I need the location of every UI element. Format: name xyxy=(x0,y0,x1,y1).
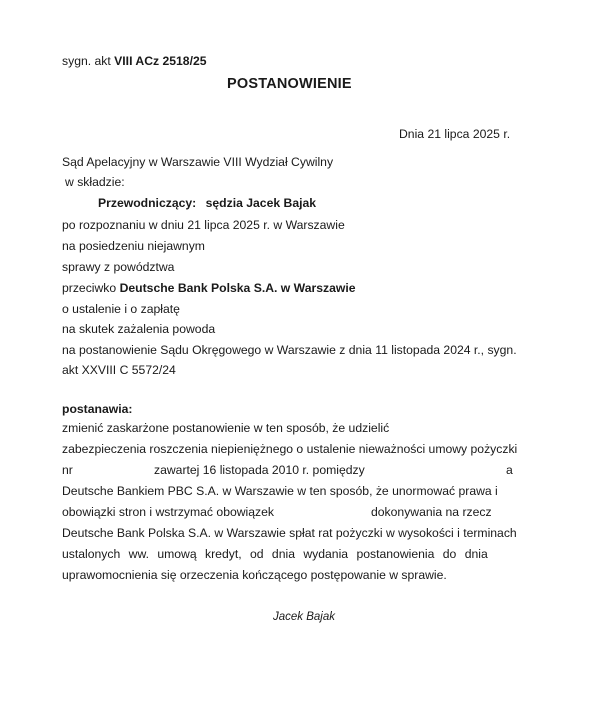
defendant-line xyxy=(62,281,356,296)
ruling-line-1: zmienić zaskarżone postanowienie w ten sposób, że udzielić xyxy=(62,421,390,435)
ruling-line-5-start: obowiązki stron i wstrzymać obowiązek xyxy=(62,505,275,519)
document-date: Dnia 21 lipca 2025 r. xyxy=(399,127,511,141)
presiding-label: Przewodniczący: xyxy=(98,196,197,210)
ruling-line-2: zabezpieczenia roszczenia niepieniężnego o ustalenie nieważności umowy pożyczki xyxy=(62,442,518,456)
ruling-line-4: Deutsche Bankiem PBC S.A. w Warszawie w ten sposób, że unormować prawa i xyxy=(62,484,498,498)
ruling-line-3-contract: zawartej 16 listopada 2010 r. pomiędzy xyxy=(154,463,365,477)
ruling-line-7: ustalonych ww. umową kredyt, od dnia wydania postanowienia do dnia xyxy=(62,547,488,561)
against-prefix: przeciwko xyxy=(62,281,117,295)
presiding-judge xyxy=(98,196,316,211)
court-name: Sąd Apelacyjny w Warszawie VIII Wydział Cywilny xyxy=(62,155,334,169)
ruling-line-5-end: dokonywania na rzecz xyxy=(371,505,492,519)
presiding-name: sędzia Jacek Bajak xyxy=(205,196,317,210)
ruling-line-8: uprawomocnienia się orzeczenia kończącego postępowanie w sprawie. xyxy=(62,568,447,582)
complaint-line: na skutek zażalenia powoda xyxy=(62,322,216,336)
case-line: sprawy z powództwa xyxy=(62,260,175,274)
judge-signature: Jacek Bajak xyxy=(273,611,336,623)
ruling-line-5 xyxy=(62,505,512,520)
hearing-line: po rozpoznaniu w dniu 21 lipca 2025 r. w Warszawie xyxy=(62,218,345,232)
session-line: na posiedzeniu niejawnym xyxy=(62,239,205,253)
ruling-line-3 xyxy=(62,463,512,478)
subject-line: o ustalenie i o zapłatę xyxy=(62,302,180,316)
document-title: POSTANOWIENIE xyxy=(227,76,352,92)
case-signature xyxy=(62,54,207,69)
ruling-line-3-and: a xyxy=(506,463,513,477)
ruling-heading: postanawia: xyxy=(62,402,133,416)
decision-line-1: na postanowienie Sądu Okręgowego w Warszawie z dnia 11 listopada 2024 r., sygn. xyxy=(62,343,517,357)
case-signature-number: VIII ACz 2518/25 xyxy=(114,54,207,68)
defendant-name: Deutsche Bank Polska S.A. w Warszawie xyxy=(119,281,356,295)
decision-line-2: akt XXVIII C 5572/24 xyxy=(62,363,176,377)
ruling-line-3-nr: nr xyxy=(62,463,73,477)
ruling-line-6: Deutsche Bank Polska S.A. w Warszawie spłat rat pożyczki w wysokości i terminach xyxy=(62,526,517,540)
case-signature-prefix: sygn. akt xyxy=(62,54,111,68)
composition-label: w składzie: xyxy=(65,175,125,189)
